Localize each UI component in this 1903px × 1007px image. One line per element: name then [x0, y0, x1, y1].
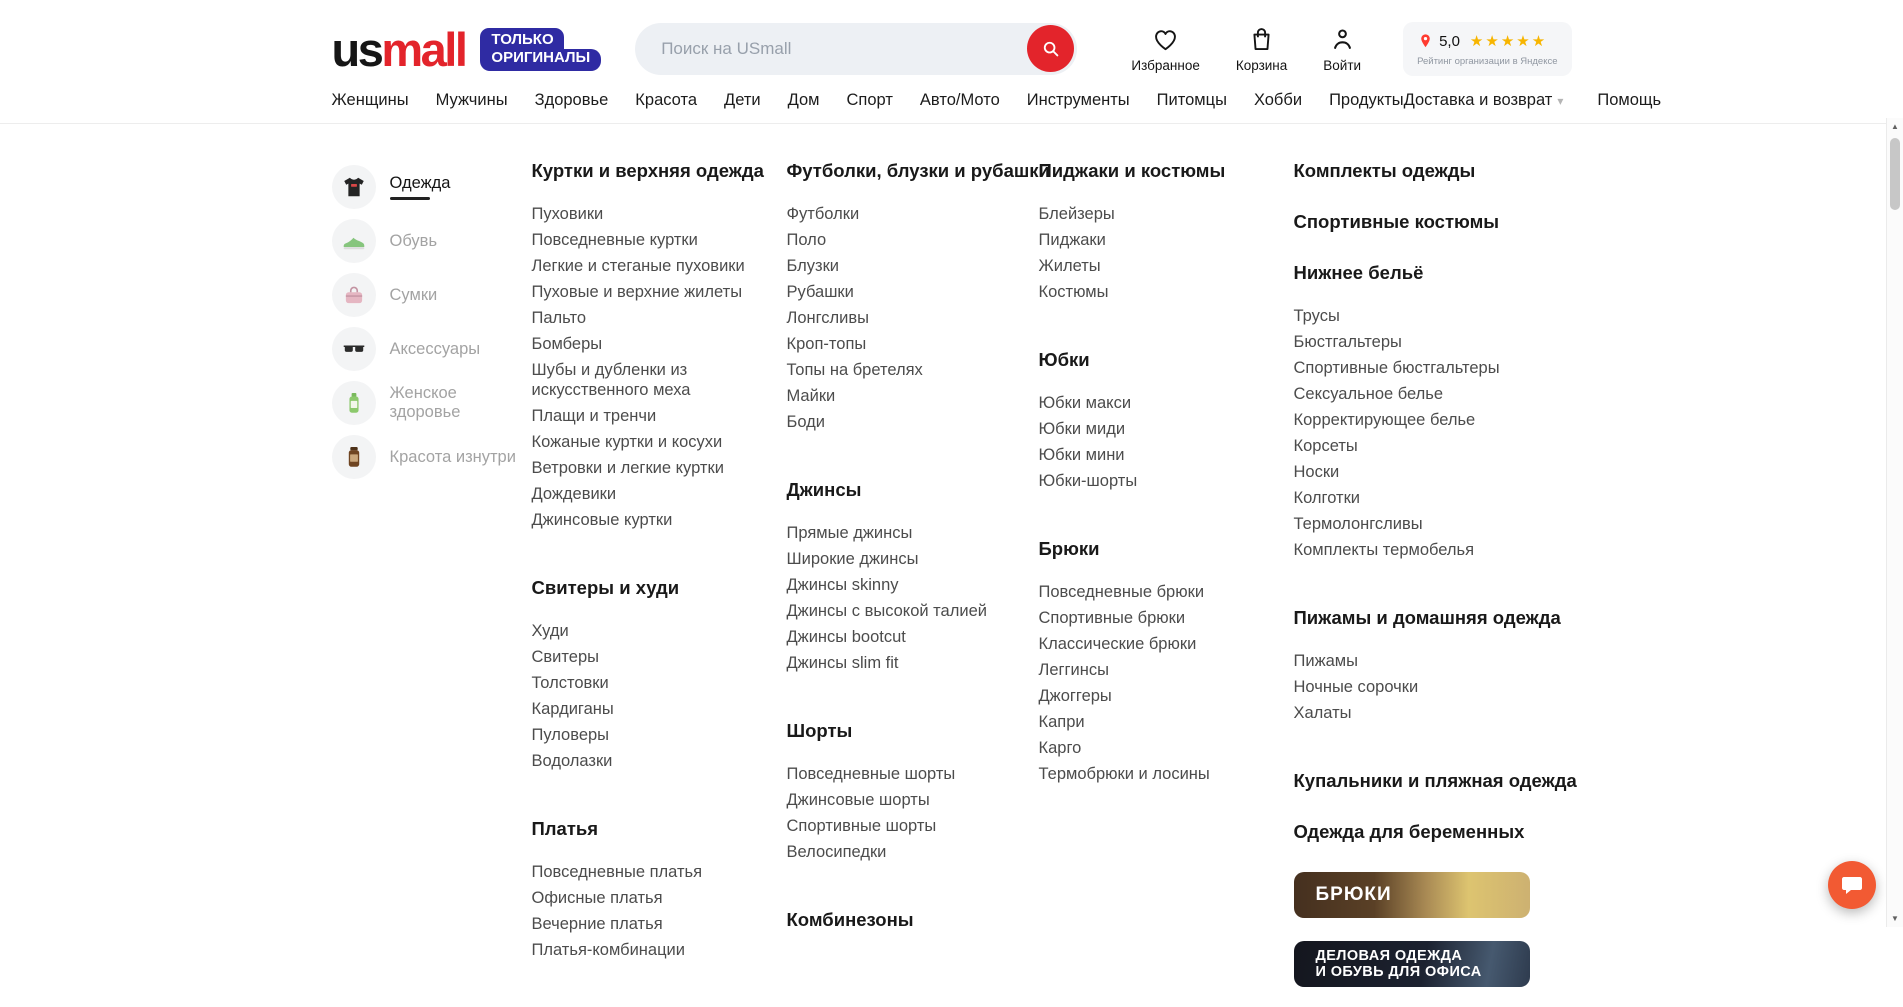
menu-column-2	[786, 160, 1050, 1007]
banner-label: И ОБУВЬ ДЛЯ ОФИСА	[1315, 964, 1482, 980]
scrollbar[interactable]	[1886, 118, 1903, 927]
action-label: Избранное	[1131, 57, 1200, 73]
bottle-icon	[341, 390, 367, 416]
scrollbar-thumb[interactable]	[1890, 138, 1900, 210]
menu-section-heading[interactable]: Купальники и пляжная одежда	[1293, 770, 1577, 791]
menu-section-heading[interactable]: Брюки	[1038, 538, 1100, 559]
sidebar-item-label: Обувь	[389, 231, 438, 250]
menu-section-heading[interactable]: Комплекты одежды	[1293, 160, 1476, 181]
menu-link[interactable]: Повседневные платья	[531, 863, 703, 881]
menu-link[interactable]: Термолонгсливы	[1293, 515, 1423, 533]
menu-section	[532, 160, 787, 533]
menu-section	[1039, 538, 1294, 787]
menu-section	[1294, 262, 1572, 563]
menu-link[interactable]: Вечерние платья	[531, 915, 663, 933]
mega-menu-columns	[531, 160, 1577, 1007]
menu-link[interactable]: Повседневные шорты	[786, 765, 956, 783]
handbag-icon	[341, 282, 367, 308]
header-actions	[1131, 26, 1361, 73]
cart-button[interactable]	[1236, 26, 1287, 73]
chat-icon	[1840, 873, 1864, 897]
menu-link[interactable]: Блузки	[786, 257, 840, 275]
sidebar-item-beauty-inside[interactable]	[332, 430, 532, 484]
nav-item-men[interactable]: Мужчины	[435, 91, 508, 109]
nav-item-products[interactable]: Продукты	[1329, 91, 1404, 109]
womens-health-thumbnail	[332, 381, 376, 425]
shoes-thumbnail	[332, 219, 376, 263]
user-icon	[1329, 26, 1356, 53]
menu-section-heading[interactable]: Юбки	[1038, 349, 1090, 370]
menu-link[interactable]: Шубы и дубленки из искусственного меха	[531, 361, 691, 399]
menu-link[interactable]: Пуловеры	[531, 726, 610, 744]
scrollbar-down-arrow-icon[interactable]: ▼	[1891, 914, 1899, 923]
nav-right	[1404, 91, 1661, 110]
bags-thumbnail	[332, 273, 376, 317]
menu-section	[1294, 607, 1572, 726]
menu-link[interactable]: Легкие и стеганые пуховики	[531, 257, 745, 275]
menu-section	[1294, 160, 1572, 182]
menu-link[interactable]: Платья-комбинации	[531, 941, 685, 959]
menu-link[interactable]: Прямые джинсы	[786, 524, 913, 542]
menu-link[interactable]: Трусы	[1293, 307, 1340, 325]
menu-link[interactable]: Джинсы skinny	[786, 576, 899, 594]
menu-section-heading[interactable]: Спортивные костюмы	[1293, 211, 1500, 232]
nav-item-tools[interactable]: Инструменты	[1026, 91, 1130, 109]
favorites-button[interactable]	[1131, 26, 1199, 73]
menu-section-heading[interactable]: Нижнее бельё	[1293, 262, 1424, 283]
heart-icon	[1152, 26, 1179, 53]
rating-stars-icon: ★★★★★	[1469, 33, 1548, 50]
banner-trousers[interactable]	[1294, 872, 1530, 918]
menu-link[interactable]: Корректирующее белье	[1293, 411, 1476, 429]
nav-item-beauty[interactable]: Красота	[635, 91, 698, 109]
menu-link[interactable]: Костюмы	[1038, 283, 1109, 301]
chevron-down-icon: ▾	[1557, 94, 1564, 108]
menu-link[interactable]: Спортивные бюстгальтеры	[1293, 359, 1500, 377]
menu-link[interactable]: Лонгсливы	[786, 309, 869, 327]
nav-item-hobby[interactable]: Хобби	[1253, 91, 1303, 109]
shopping-bag-icon	[1248, 26, 1275, 53]
menu-section	[532, 818, 787, 963]
action-label: Корзина	[1235, 57, 1288, 73]
menu-section	[786, 160, 1050, 435]
sidebar-item-label: Красота изнутри	[389, 447, 516, 466]
menu-section-heading[interactable]: Джинсы	[786, 479, 862, 500]
yandex-rating-widget[interactable]	[1403, 22, 1571, 76]
nav-item-label: Доставка и возврат	[1403, 91, 1553, 109]
menu-link[interactable]: Пиджаки	[1038, 231, 1106, 249]
menu-section	[1039, 160, 1294, 305]
nav-item-health[interactable]: Здоровье	[534, 91, 609, 109]
site-header	[0, 0, 1903, 124]
menu-link[interactable]: Пуховые и верхние жилеты	[531, 283, 743, 301]
menu-link[interactable]: Спортивные шорты	[786, 817, 937, 835]
menu-link[interactable]: Блейзеры	[1038, 205, 1115, 223]
menu-link[interactable]: Рубашки	[786, 283, 854, 301]
menu-link[interactable]: Юбки макси	[1038, 394, 1132, 412]
menu-link[interactable]: Носки	[1293, 463, 1340, 481]
sidebar-item-accessories[interactable]	[332, 322, 532, 376]
menu-section-heading[interactable]: Свитеры и худи	[531, 577, 680, 598]
menu-link[interactable]: Корсеты	[1293, 437, 1358, 455]
rating-caption: Рейтинг организации в Яндексе	[1417, 56, 1558, 67]
search-bar	[635, 23, 1077, 75]
menu-section-heading[interactable]: Футболки, блузки и рубашки	[786, 160, 1050, 181]
sidebar-item-shoes[interactable]	[332, 214, 532, 268]
clothes-thumbnail	[332, 165, 376, 209]
menu-link[interactable]: Юбки-шорты	[1038, 472, 1138, 490]
banner-label: БРЮКИ	[1315, 884, 1392, 905]
banner-label: ДЕЛОВАЯ ОДЕЖДА	[1315, 947, 1463, 964]
search-input[interactable]	[635, 23, 1077, 75]
search-icon	[1040, 38, 1062, 60]
menu-link[interactable]: Повседневные куртки	[531, 231, 698, 249]
scrollbar-up-arrow-icon[interactable]: ▲	[1891, 122, 1899, 131]
menu-link[interactable]: Футболки	[786, 205, 860, 223]
nav-item-help[interactable]	[1597, 91, 1661, 110]
menu-section	[1293, 770, 1577, 792]
sunglasses-icon	[341, 336, 367, 362]
sidebar-item-label: Сумки	[389, 285, 438, 304]
menu-link[interactable]: Майки	[786, 387, 836, 405]
sidebar-item-bags[interactable]	[332, 268, 532, 322]
menu-link[interactable]: Джинсы с высокой талией	[786, 602, 987, 620]
nav-item-pets[interactable]: Питомцы	[1156, 91, 1227, 109]
main-nav	[331, 91, 1662, 123]
login-button[interactable]	[1323, 26, 1361, 73]
menu-link[interactable]: Термобрюки и лосины	[1038, 765, 1210, 783]
menu-column-1	[532, 160, 787, 1007]
menu-link[interactable]: Капри	[1038, 713, 1085, 731]
menu-section	[1039, 349, 1294, 494]
menu-link[interactable]: Леггинсы	[1038, 661, 1109, 679]
menu-link[interactable]: Толстовки	[531, 674, 609, 692]
sidebar-item-womens-health[interactable]	[332, 376, 532, 430]
menu-section	[1294, 821, 1572, 843]
jar-icon	[341, 444, 367, 470]
menu-link[interactable]: Комплекты термобелья	[1293, 541, 1475, 559]
logo-badge: ТОЛЬКО ОРИГИНАЛЫ	[480, 28, 601, 71]
sidebar-item-clothes[interactable]	[332, 160, 532, 214]
menu-section-heading[interactable]: Куртки и верхняя одежда	[531, 160, 764, 181]
menu-link[interactable]: Широкие джинсы	[786, 550, 919, 568]
mega-menu-sidebar	[332, 160, 532, 1007]
menu-link[interactable]: Пижамы	[1293, 652, 1358, 670]
menu-link[interactable]: Пальто	[531, 309, 587, 327]
sidebar-item-label: Женское здоровье	[389, 384, 461, 421]
menu-link[interactable]: Сексуальное белье	[1293, 385, 1444, 403]
menu-link[interactable]: Джинсовые шорты	[786, 791, 930, 809]
menu-link[interactable]: Колготки	[1293, 489, 1361, 507]
menu-section-heading[interactable]: Комбинезоны	[786, 909, 914, 930]
logo[interactable]	[331, 22, 602, 76]
action-label: Войти	[1323, 57, 1362, 73]
sidebar-item-label: Одежда	[390, 174, 451, 201]
menu-section	[1294, 211, 1572, 233]
menu-link[interactable]: Офисные платья	[531, 889, 663, 907]
menu-link[interactable]: Дождевики	[531, 485, 617, 503]
menu-section-heading[interactable]: Пиджаки и костюмы	[1038, 160, 1226, 181]
menu-link[interactable]: Джинсовые куртки	[531, 511, 673, 529]
logo-text: usmall	[331, 22, 466, 76]
menu-section	[787, 479, 1039, 676]
menu-link[interactable]: Водолазки	[531, 752, 613, 770]
menu-link[interactable]: Джинсы slim fit	[786, 654, 899, 672]
menu-column-3	[1039, 160, 1294, 1007]
menu-link[interactable]: Карго	[1038, 739, 1082, 757]
mega-menu	[0, 124, 1903, 1007]
menu-section-heading[interactable]: Шорты	[786, 720, 853, 741]
menu-link[interactable]: Свитеры	[531, 648, 599, 666]
menu-link[interactable]: Велосипедки	[786, 843, 887, 861]
menu-link[interactable]: Джоггеры	[1038, 687, 1112, 705]
nav-item-kids[interactable]: Дети	[724, 91, 761, 109]
nav-item-women[interactable]: Женщины	[331, 91, 409, 109]
menu-link[interactable]: Халаты	[1293, 704, 1352, 722]
menu-link[interactable]: Кроп-топы	[786, 335, 867, 353]
menu-link[interactable]: Классические брюки	[1038, 635, 1197, 653]
nav-item-delivery-returns[interactable]	[1404, 91, 1564, 110]
menu-link[interactable]: Бомберы	[531, 335, 603, 353]
menu-link[interactable]: Пуховики	[531, 205, 604, 223]
nav-item-auto-moto[interactable]: Авто/Мото	[919, 91, 1000, 109]
location-pin-icon	[1417, 33, 1434, 50]
menu-link[interactable]: Плащи и тренчи	[531, 407, 657, 425]
beauty-inside-thumbnail	[332, 435, 376, 479]
menu-section-heading[interactable]: Платья	[531, 818, 599, 839]
menu-column-4	[1293, 160, 1577, 1007]
tshirt-icon	[341, 174, 367, 200]
menu-link[interactable]: Топы на бретелях	[786, 361, 923, 379]
menu-section-heading[interactable]: Одежда для беременных	[1293, 821, 1525, 842]
sidebar-item-label: Аксессуары	[389, 339, 481, 358]
chat-button[interactable]	[1828, 861, 1876, 909]
menu-section	[787, 909, 1039, 931]
menu-link[interactable]: Бюстгальтеры	[1293, 333, 1402, 351]
menu-link[interactable]: Худи	[531, 622, 569, 640]
menu-section	[787, 720, 1039, 865]
menu-link[interactable]: Юбки миди	[1038, 420, 1126, 438]
banner-office-wear[interactable]	[1294, 941, 1530, 987]
nav-item-label: Помощь	[1597, 91, 1662, 109]
menu-link[interactable]: Кардиганы	[531, 700, 614, 718]
menu-link[interactable]: Повседневные брюки	[1038, 583, 1205, 601]
sneaker-icon	[341, 228, 367, 254]
menu-link[interactable]: Поло	[786, 231, 827, 249]
menu-link[interactable]: Боди	[786, 413, 825, 431]
menu-link[interactable]: Жилеты	[1038, 257, 1101, 275]
accessories-thumbnail	[332, 327, 376, 371]
menu-section-heading[interactable]: Пижамы и домашняя одежда	[1293, 607, 1561, 628]
menu-link[interactable]: Ветровки и легкие куртки	[531, 459, 724, 477]
menu-link[interactable]: Спортивные брюки	[1038, 609, 1186, 627]
menu-link[interactable]: Кожаные куртки и косухи	[531, 433, 723, 451]
nav-item-sport[interactable]: Спорт	[846, 91, 893, 109]
menu-section	[532, 577, 787, 774]
menu-link[interactable]: Юбки мини	[1038, 446, 1125, 464]
rating-score: 5,0	[1439, 32, 1460, 50]
menu-link[interactable]: Джинсы bootcut	[786, 628, 906, 646]
nav-item-home[interactable]: Дом	[787, 91, 820, 109]
menu-link[interactable]: Ночные сорочки	[1293, 678, 1419, 696]
